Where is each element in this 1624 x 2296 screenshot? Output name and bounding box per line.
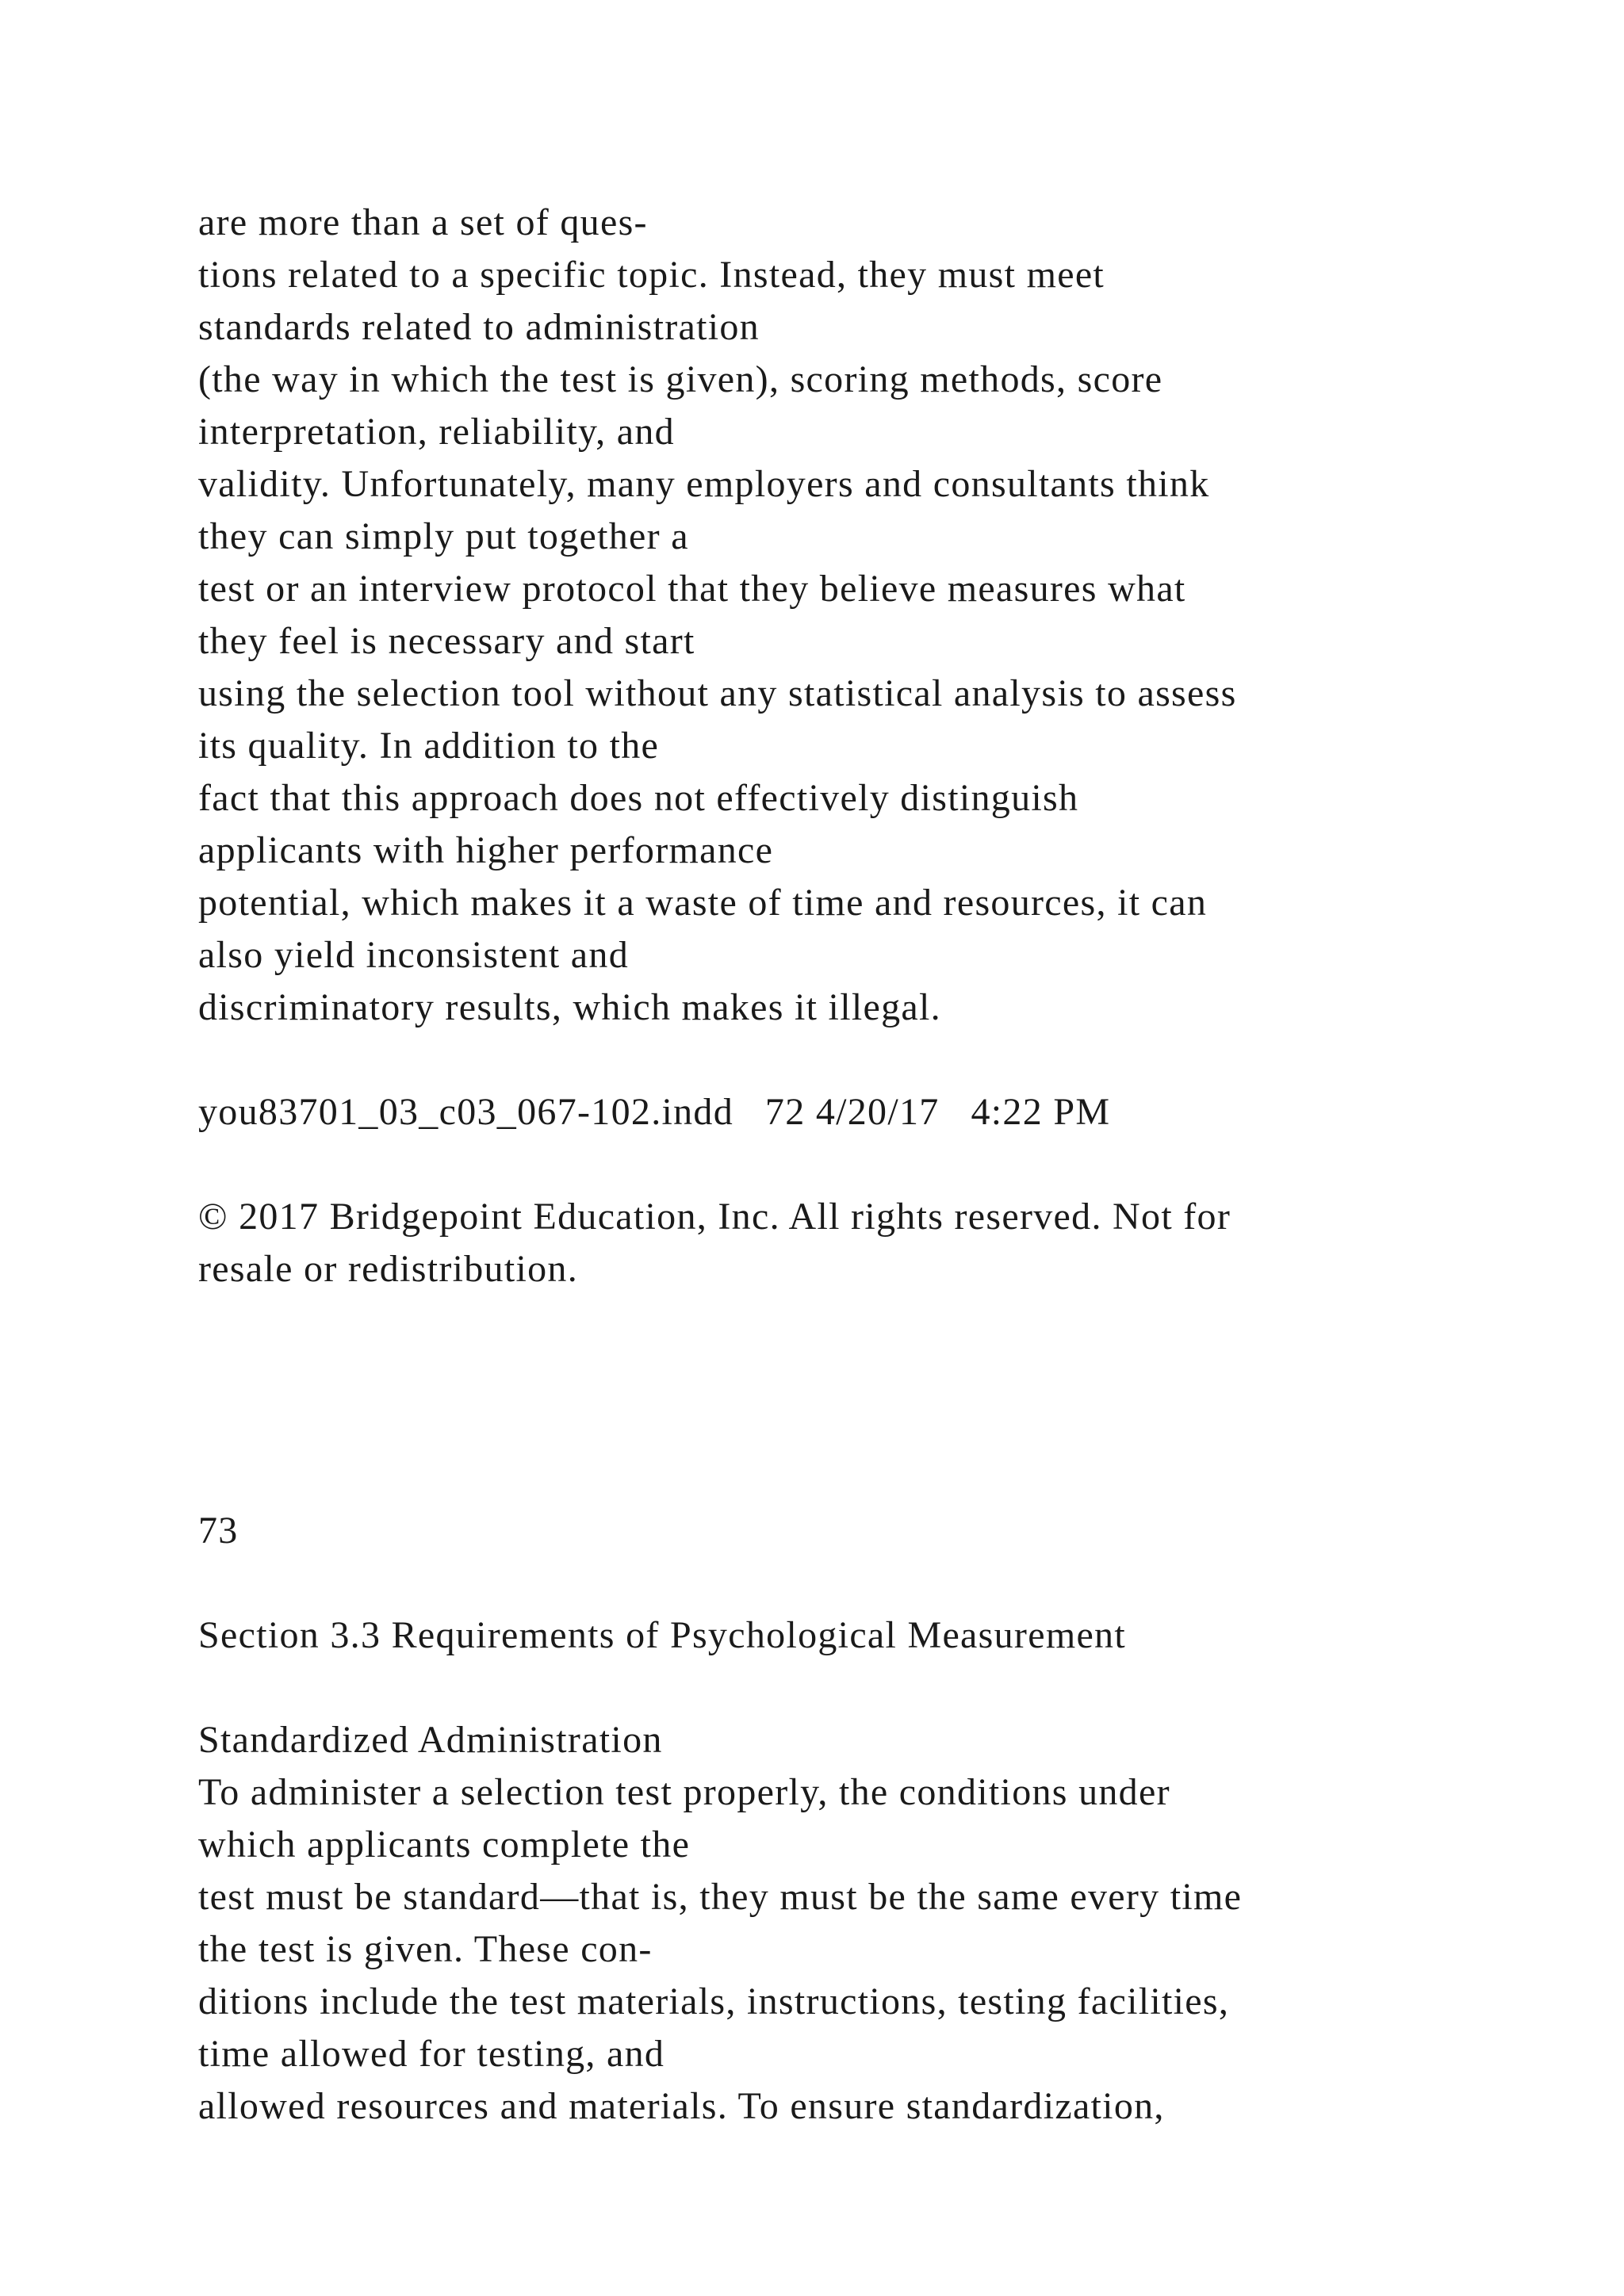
text-line: (the way in which the test is given), scoring methods, score (198, 358, 1163, 400)
text-line: its quality. In addition to the (198, 725, 660, 767)
text-line: allowed resources and materials. To ensure standardization, (198, 2085, 1165, 2127)
body-paragraph (198, 1766, 1499, 2133)
text-line: standards related to administration (198, 306, 760, 348)
spacer (198, 1452, 1499, 1505)
page-number (198, 1505, 1499, 1557)
copyright-line: resale or redistribution. (198, 1248, 579, 1290)
copyright-line: © 2017 Bridgepoint Education, Inc. All rights reserved. Not for (198, 1196, 1231, 1238)
subheading-text: Standardized Administration (198, 1719, 663, 1761)
text-line: applicants with higher performance (198, 829, 774, 871)
text-line: validity. Unfortunately, many employers and consultants think (198, 463, 1210, 505)
text-line: tions related to a specific topic. Instead, they must meet (198, 254, 1105, 296)
section-heading (198, 1609, 1499, 1662)
spacer (198, 1034, 1499, 1086)
text-line: test or an interview protocol that they believe measures what (198, 568, 1186, 610)
spacer (198, 1400, 1499, 1452)
copyright-notice (198, 1191, 1499, 1295)
text-line: time allowed for testing, and (198, 2033, 665, 2075)
subheading (198, 1714, 1499, 1766)
spacer (198, 1138, 1499, 1191)
spacer (198, 1662, 1499, 1714)
page-number-text: 73 (198, 1510, 239, 1552)
section-heading-text: Section 3.3 Requirements of Psychological Measurement (198, 1614, 1126, 1656)
text-line: discriminatory results, which makes it illegal. (198, 986, 941, 1028)
text-line: interpretation, reliability, and (198, 411, 675, 453)
text-line: potential, which makes it a waste of time and resources, it can (198, 882, 1208, 924)
file-slug (198, 1086, 1499, 1138)
text-line: also yield inconsistent and (198, 934, 630, 976)
body-paragraph (198, 197, 1499, 1034)
text-line: using the selection tool without any statistical analysis to assess (198, 672, 1237, 714)
text-line: they can simply put together a (198, 515, 689, 557)
page-content (198, 197, 1499, 2133)
text-line: To administer a selection test properly, the conditions under (198, 1771, 1170, 1813)
text-line: test must be standard—that is, they must be the same every time (198, 1876, 1243, 1918)
spacer (198, 1557, 1499, 1609)
spacer (198, 1348, 1499, 1400)
text-line: ditions include the test materials, instructions, testing facilities, (198, 1980, 1230, 2022)
text-line: are more than a set of ques- (198, 201, 648, 243)
text-line: the test is given. These con- (198, 1928, 653, 1970)
text-line: they feel is necessary and start (198, 620, 695, 662)
file-slug-text: you83701_03_c03_067-102.indd 72 4/20/17 4:22 PM (198, 1091, 1111, 1133)
text-line: fact that this approach does not effectively distinguish (198, 777, 1079, 819)
spacer (198, 1295, 1499, 1348)
text-line: which applicants complete the (198, 1823, 691, 1866)
